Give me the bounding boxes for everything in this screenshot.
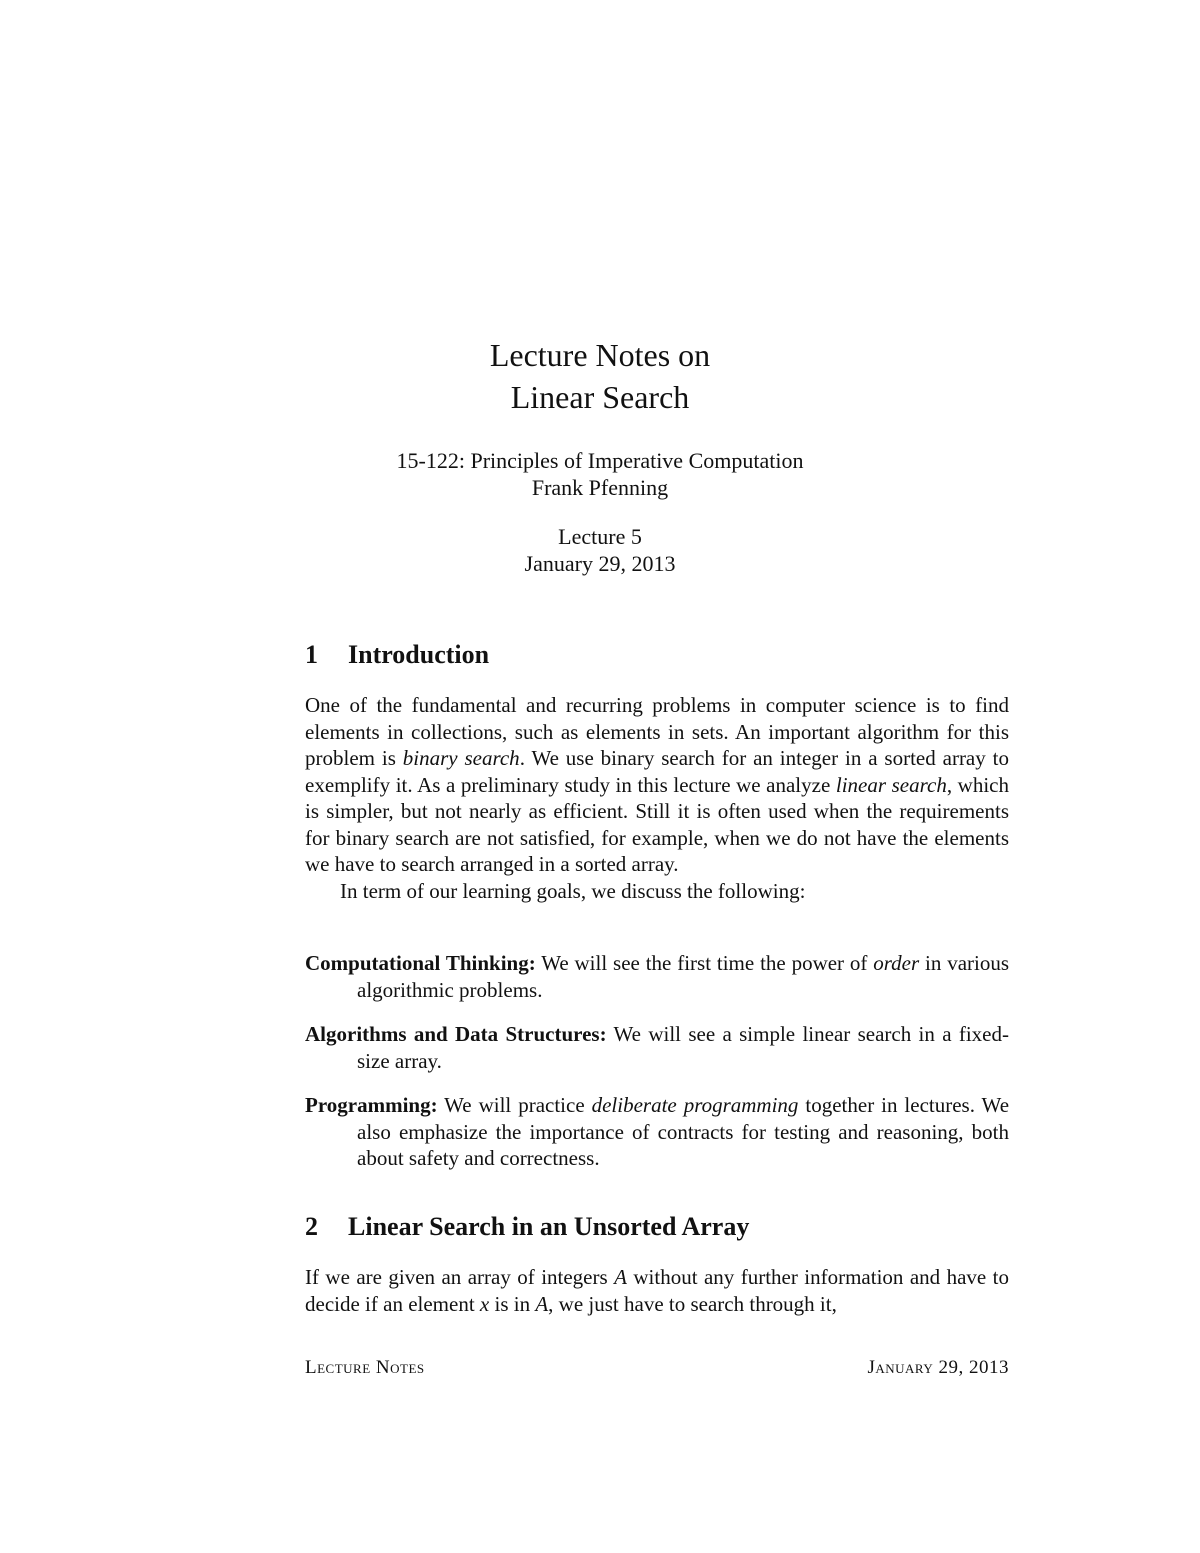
term-order: order xyxy=(873,951,920,975)
section2-paragraph-1: If we are given an array of integers A without any further information and have to decide if an element x is in A, we just have to search through it, xyxy=(305,1265,1009,1316)
goal-computational-thinking: Computational Thinking: We will see the first time the power of order in various algorithmic problems. xyxy=(305,951,1010,1002)
section-heading-introduction xyxy=(305,639,489,671)
section-heading-linear-search xyxy=(305,1211,749,1243)
section-title: Introduction xyxy=(348,640,490,669)
title-line-2: Linear Search xyxy=(510,379,690,415)
footer-left: Lecture Notes xyxy=(305,1357,425,1378)
course-name: 15-122: Principles of Imperative Computation xyxy=(396,448,804,473)
lecture-date: January 29, 2013 xyxy=(524,551,676,576)
footer-right: January 29, 2013 xyxy=(867,1357,1009,1378)
title-line-1: Lecture Notes on xyxy=(489,337,711,373)
goal-term: Computational Thinking: xyxy=(305,951,536,975)
goal-programming: Programming: We will practice deliberate programming together in lectures. We also emphasize the importance of contracts for testing and reasoning, both about safety and correctness. xyxy=(305,1093,1010,1170)
var-A: A xyxy=(535,1291,549,1316)
goal-term: Programming: xyxy=(305,1093,438,1117)
meta-block xyxy=(0,447,1200,577)
term-linear-search: linear search xyxy=(835,772,947,797)
section2-text xyxy=(305,1264,1009,1317)
title-block xyxy=(0,334,1200,418)
section-title: Linear Search in an Unsorted Array xyxy=(348,1212,750,1241)
author-name: Frank Pfenning xyxy=(531,475,669,500)
goal-term: Algorithms and Data Structures: xyxy=(305,1022,607,1046)
goal-algorithms-data-structures: Algorithms and Data Structures: We will see a simple linear search in a fixed-size array. xyxy=(305,1022,1009,1073)
page-footer xyxy=(305,1356,1009,1380)
intro-paragraph-1: One of the fundamental and recurring problems in computer science is to find elements in collections, such as elements in sets. An important algorithm for this problem is binary search. We use binary search for an integer in a sorted array to exemplify it. As a preliminary study in this lecture we analyze linear search, which is simpler, but not nearly as efficient. Still it is often used when the requirements for binary search are not satisfied, for example, when we do not have the elements we have to search arranged in a sorted array. xyxy=(305,693,1009,876)
term-deliberate-programming: deliberate programming xyxy=(591,1093,799,1117)
intro-paragraph-2: In term of our learning goals, we discuss the following: xyxy=(340,878,806,903)
section-number: 1 xyxy=(305,640,318,669)
var-A: A xyxy=(614,1265,627,1289)
term-binary-search: binary search xyxy=(402,746,520,770)
intro-text xyxy=(305,692,1009,904)
var-x: x xyxy=(479,1291,490,1316)
section-number: 2 xyxy=(305,1212,318,1241)
lecture-number: Lecture 5 xyxy=(558,524,642,549)
